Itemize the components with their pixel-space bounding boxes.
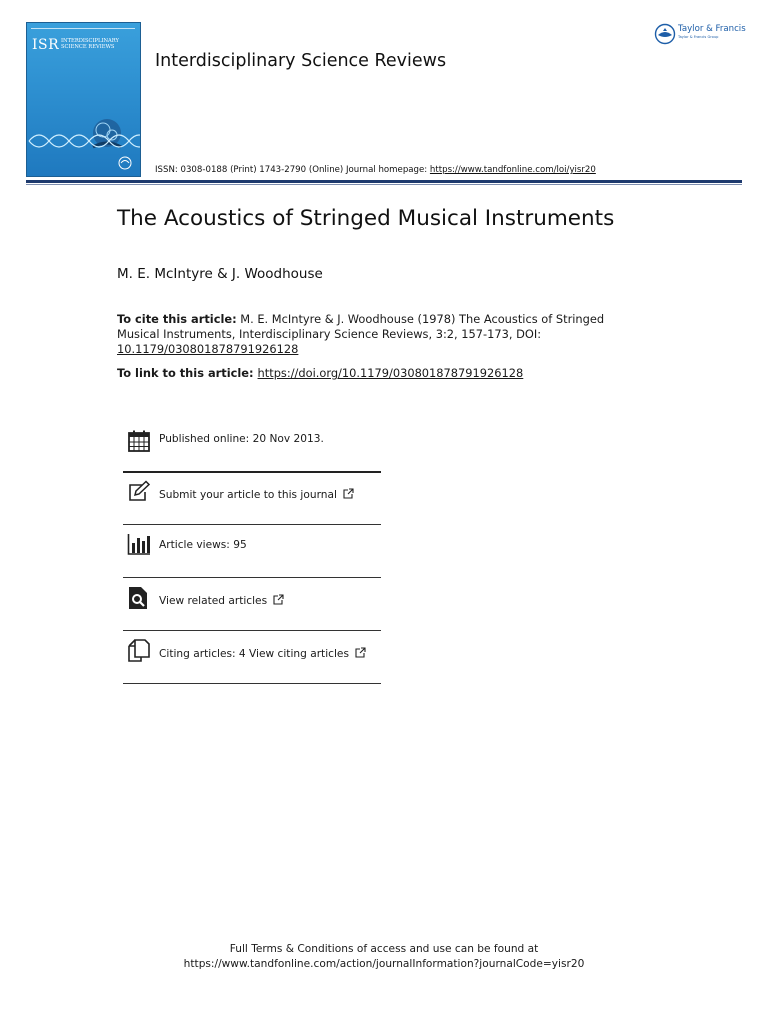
bar-chart-icon — [127, 532, 151, 556]
cover-title-line1: INTERDISCIPLINARY — [61, 38, 119, 44]
citation-doi-link[interactable]: 10.1179/030801878791926128 — [117, 342, 299, 356]
related-articles-label: View related articles — [159, 595, 268, 607]
link-label: To link to this article: — [117, 366, 254, 380]
journal-homepage-link[interactable]: https://www.tandfonline.com/loi/yisr20 — [429, 165, 596, 175]
edit-icon — [127, 480, 151, 504]
article-title: The Acoustics of Stringed Musical Instruments — [117, 206, 615, 231]
external-link-icon — [343, 488, 354, 499]
citation-label: To cite this article: — [117, 312, 237, 326]
article-doi-link[interactable]: https://doi.org/10.1179/030801878791926128 — [257, 366, 524, 380]
external-link-icon — [273, 594, 284, 605]
calendar-icon — [127, 429, 151, 453]
info-divider — [123, 683, 381, 684]
submit-article-label: Submit your article to this journal — [159, 489, 337, 501]
cover-abbr: ISR — [32, 37, 60, 53]
article-authors: M. E. McIntyre & J. Woodhouse — [117, 266, 323, 282]
publisher-logo[interactable] — [654, 22, 746, 48]
issn-line — [155, 165, 596, 175]
info-divider — [123, 524, 381, 525]
journal-title: Interdisciplinary Science Reviews — [155, 51, 447, 71]
citing-articles-link[interactable] — [159, 647, 366, 660]
citing-articles-label: Citing articles: 4 View citing articles — [159, 648, 349, 660]
article-views: Article views: 95 — [159, 539, 247, 551]
publisher-name: Taylor & Francis — [678, 24, 746, 34]
document-search-icon — [127, 586, 151, 610]
issn-text: ISSN: 0308-0188 (Print) 1743-2790 (Online) Journal homepage: — [155, 165, 430, 175]
footer-line-1: Full Terms & Conditions of access and use can be found at — [229, 943, 539, 955]
cover-title-line2: SCIENCE REVIEWS — [61, 44, 115, 50]
footer-terms-link[interactable]: https://www.tandfonline.com/action/journalInformation?journalCode=yisr20 — [183, 958, 585, 970]
article-link-block — [117, 366, 523, 380]
cover-illustration — [27, 23, 140, 176]
copy-documents-icon — [127, 639, 151, 663]
header-divider-thin — [26, 184, 742, 185]
external-link-icon — [355, 647, 366, 658]
published-date: Published online: 20 Nov 2013. — [159, 433, 324, 445]
citation-text: M. E. McIntyre & J. Woodhouse (1978) The Acoustics of Stringed Musical Instruments, Interdisciplinary Science Reviews, 3:2, 157-173, DOI: — [117, 312, 605, 341]
info-divider — [123, 577, 381, 578]
publisher-logo-icon — [654, 23, 676, 45]
related-articles-link[interactable] — [159, 594, 284, 607]
info-divider — [123, 630, 381, 631]
submit-article-link[interactable] — [159, 488, 354, 501]
citation-block — [117, 312, 617, 357]
info-divider — [123, 471, 381, 473]
footer-terms — [0, 942, 768, 972]
journal-cover-image — [26, 22, 141, 177]
header-divider — [26, 180, 742, 183]
publisher-subname: Taylor & Francis Group — [678, 35, 719, 39]
